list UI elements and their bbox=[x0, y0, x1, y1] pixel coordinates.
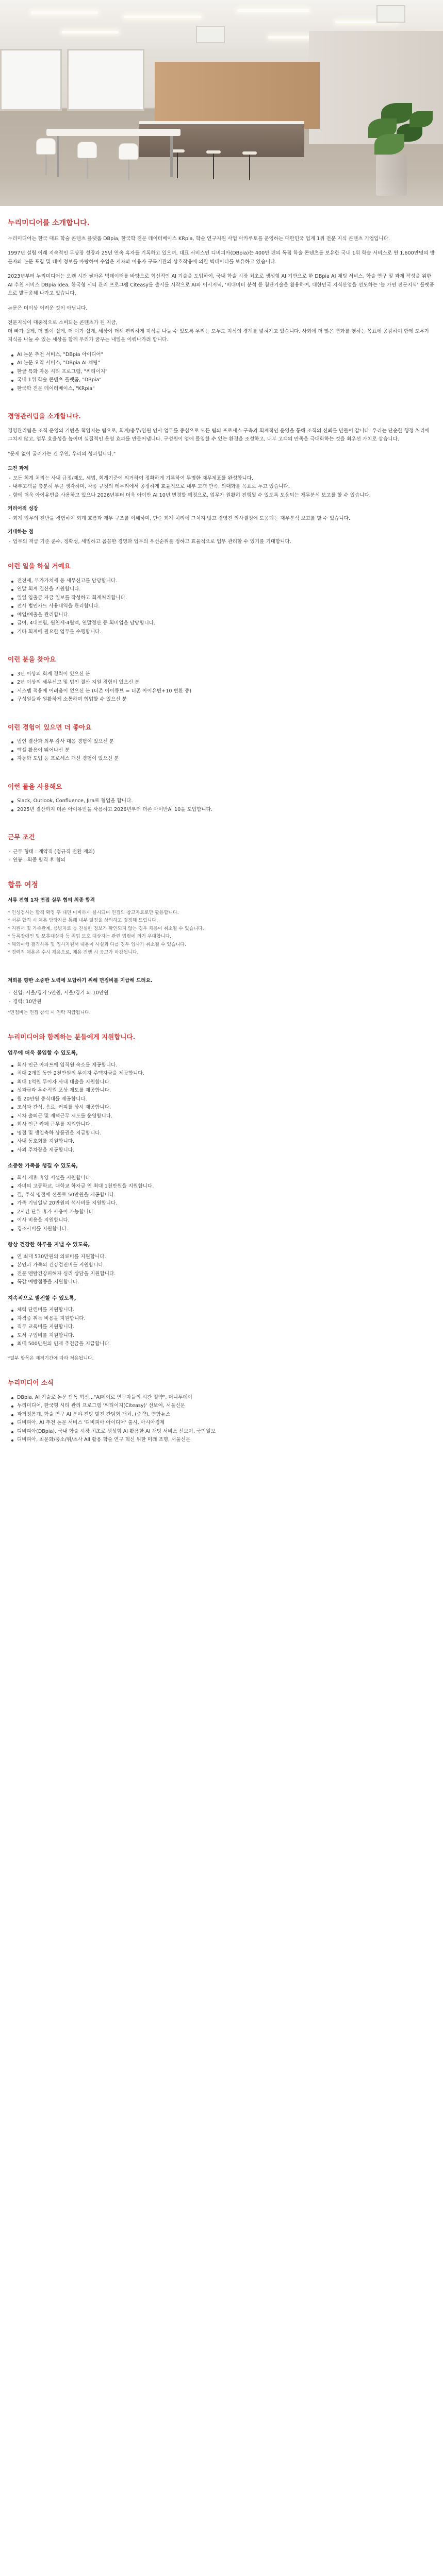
floor bbox=[0, 175, 443, 206]
wood-wall bbox=[155, 62, 320, 129]
list-item: 최대 2개월 동안 2천만원의 무이자 주택자금을 제공합니다. bbox=[8, 1070, 435, 1078]
interview-fee-list bbox=[8, 989, 435, 1006]
list-item: 독감 예방접종을 지원합니다. bbox=[8, 1278, 435, 1287]
benefit-group-title: 소중한 가족을 챙길 수 있도록, bbox=[8, 1163, 78, 1170]
benefits-footnote: *일부 항목은 재직기간에 따라 적용됩니다. bbox=[8, 1355, 94, 1361]
list-item: 직무 교육비를 지원합니다. bbox=[8, 1323, 435, 1332]
intro-paragraph: 전문지식이 대중적으로 소비되는 콘텐츠가 된 지금, 더 빠가 쉽게, 더 많이 쉽게, 더 이가 쉽게, 세상이 더해 편리하게 지식을 나눌 수 있도록 우리는 모두도 지식의 경계를 넓혀가고 있습니다. 사회에 더 많은 변화를 행하는 목표에 공감하여 함께 도우가 지식을 나눌 수 있는 세상을 함께 우리가 꿈꾸는 내일을 이뤄나가려 합니다. bbox=[8, 320, 430, 343]
preferred-title: 이런 경험이 있으면 더 좋아요 bbox=[8, 723, 92, 731]
interview-fee-note: *면접비는 면접 참석 시 연락 지급됩니다. bbox=[8, 1010, 91, 1015]
list-item: 시차 출퇴근 및 재택근무 제도를 운영합니다. bbox=[8, 1112, 435, 1121]
intro-paragraph: 1997년 설립 이래 지속적인 무상장 성장과 25년 연속 흑자를 기록하고 있으며, 대표 서비스인 디비피아(DBpia)는 400만 편의 독점 학술 콘텐츠를 보유한 국내 1위 학술 서비스로 연 1,600만명의 방문자와 논문 포함 및 데이 정보를 바탕하여 수업은 저자와 이용자 구독기관의 상호작용에 의한 빅데이터를 보유하고 있습니다. bbox=[8, 250, 435, 265]
list-item: 한국학 전문 데이터베이스, "KRpia" bbox=[8, 385, 435, 394]
process-title: 합류 여정 bbox=[8, 880, 38, 889]
list-item: * 해외여행 결격사유 및 입사지원서 내용이 사실과 다를 경우 입사가 취소될 수 있습니다. bbox=[8, 942, 186, 947]
list-item: 국내 1위 학술 콘텐츠 플랫폼, "DBpia" bbox=[8, 376, 435, 385]
list-item: 급여, 4대보험, 원천세·4월액, 연말정산 등 회비업을 담당합니다. bbox=[8, 619, 435, 628]
list-item: - 경력: 10만원 bbox=[8, 998, 435, 1007]
plant-leaf bbox=[409, 111, 433, 127]
list-item: - 내부고객을 충분히 무균 생각하며, 각종 규정의 테두리에서 공정하게 효율적으로 내부 고객 만족, 의대화를 목표로 두고 있습니다. bbox=[8, 483, 435, 492]
process-notes bbox=[8, 909, 435, 957]
list-item: 2시간 단위 휴가 사용이 가능합니다. bbox=[8, 1208, 435, 1217]
table-leg bbox=[57, 136, 59, 177]
ceiling-light bbox=[237, 9, 309, 12]
ceiling-light bbox=[31, 11, 98, 14]
process-steps: 서류 전형 1차 면접 실무 협의 최종 합격 bbox=[8, 897, 95, 904]
benefit-group-list bbox=[8, 1174, 435, 1234]
list-item: 조식과 간식, 음료, 커피를 상시 제공합니다. bbox=[8, 1104, 435, 1112]
list-item: * 인성검사는 합격 확정 후 대면 미비하게 실시되며 면접의 참고자료로만 활용합니다. bbox=[8, 910, 179, 916]
list-item: 2025년 결산까지 더존 아이유빈을 사용하고 2026년부터 더존 아이반AI 10을 도입합니다. bbox=[8, 806, 435, 815]
conditions-section bbox=[8, 820, 435, 865]
list-item: * 경력직 채용은 수시 채용으로, 채용 진행 시 공고가 마감됩니다. bbox=[8, 950, 139, 956]
news-item[interactable]: 디비피아, 최문화/중소/위/츠사 All 활용 학술 연구 혁신 위한 미래 조명, 서울신문 bbox=[8, 1436, 435, 1445]
duties-list bbox=[8, 577, 435, 637]
news-item[interactable]: 디비피아(DBpia), 국내 학술 시장 최초로 생성형 AI 활용한 AI 채팅 서비스 선보여, 국민일보 bbox=[8, 1428, 435, 1436]
tools-section bbox=[8, 770, 435, 815]
list-item: 전문 멘탈건강피해자 심리 상담을 지원합니다. bbox=[8, 1270, 435, 1279]
list-item: 사외 주차장을 제공합니다. bbox=[8, 1146, 435, 1155]
list-item: 전사 법인카드 사용내역을 관리합니다. bbox=[8, 602, 435, 611]
requirements-section bbox=[8, 642, 435, 704]
list-item: 전전세, 부가가치세 등 세무신고를 담당합니다. bbox=[8, 577, 435, 586]
list-item: 연 최대 530만원의 의료비를 지원합니다. bbox=[8, 1253, 435, 1262]
list-item: 연말 회계 결산을 지원합니다. bbox=[8, 585, 435, 594]
news-title: 누리미디어 소식 bbox=[8, 1379, 54, 1387]
list-item: 회사 제휴 휴양 시설을 지원합니다. bbox=[8, 1174, 435, 1183]
team-intro-title: 경영관리팀을 소개합니다. bbox=[8, 412, 81, 420]
list-item: 자격증 취득 비용을 지원합니다. bbox=[8, 1315, 435, 1324]
intro-paragraph: 논문은 더이상 어려운 것이 아닙니다. bbox=[8, 305, 88, 311]
intro-paragraph: 2023년부터 누리미디어는 오랜 시간 쌓아온 빅데이터를 바탕으로 혁신적인 AI 기술을 도입하여, 국내 학술 시장 최초로 생성형 AI 기반으로 한 DBpia AI 채팅 서비스, 학술 연구 및 과제 작성을 위한 AI 추천 서비스 DBpia idea, 한국형 시티 관리 프로그램 Citeasy를 출시를 시작으로 AI와 어시저녁, '비대미터 분석 등 첨단기술을 활용하여, 대한민국 지식산업을 선도하는 '늘 가면 전문지식' 플랫폼으로 발돋움해 나가고 있습니다. bbox=[8, 274, 434, 297]
chair bbox=[77, 142, 97, 158]
list-item: 한글 특화 자동 시티 프로그램, "씨티이지" bbox=[8, 368, 435, 377]
ceiling-vent bbox=[196, 26, 225, 43]
tools-title: 이런 툴을 사용해요 bbox=[8, 782, 62, 790]
bar-stool-leg bbox=[177, 152, 178, 178]
list-item: 월 20만원 중식대를 제공합니다. bbox=[8, 1095, 435, 1104]
career-growth-title: 커리어적 성장 bbox=[8, 506, 38, 512]
list-item: 이사 비용을 지원합니다. bbox=[8, 1216, 435, 1225]
window bbox=[0, 49, 62, 111]
window bbox=[67, 49, 144, 111]
ceiling-vent bbox=[376, 5, 405, 23]
chair bbox=[119, 143, 138, 160]
company-intro-title: 누리미디어를 소개합니다. bbox=[8, 219, 90, 227]
expectation-list bbox=[8, 538, 435, 547]
list-item: * 등록장애인 및 보훈대상자 등 취업 보호 대상자는 관련 법령에 의거 우대합니다. bbox=[8, 934, 172, 940]
list-item: 회사 인근 카페 근무를 지원합니다. bbox=[8, 1121, 435, 1129]
benefit-group-title: 업무에 더욱 몰입할 수 있도록, bbox=[8, 1050, 78, 1056]
chair-leg bbox=[45, 155, 47, 175]
job-posting-content bbox=[0, 206, 443, 1465]
list-item: 가족 기념일날 20만원의 석사비를 지원합니다. bbox=[8, 1199, 435, 1208]
list-item: 3년 이상의 회계 경력이 있으신 분 bbox=[8, 670, 435, 679]
requirements-list bbox=[8, 670, 435, 704]
news-item[interactable]: DBpia, AI 기술로 논문 탐독 혁신..."AI페이로 연구자들의 시간 절약", 머니투데이 bbox=[8, 1394, 435, 1402]
service-list bbox=[8, 351, 435, 394]
table-leg bbox=[170, 136, 173, 177]
preferred-list bbox=[8, 738, 435, 764]
list-item: 법인 결산과 외부 감사 대응 경험이 있으신 분 bbox=[8, 738, 435, 747]
list-item: 일일 입출금 자금 일보를 작성하고 회계처리합니다. bbox=[8, 594, 435, 603]
preferred-section bbox=[8, 710, 435, 764]
expectation-title: 기대하는 점 bbox=[8, 529, 34, 535]
requirements-title: 이런 분을 찾아요 bbox=[8, 655, 56, 664]
list-item: 구성원들과 원활하게 소통하며 협업할 수 있으신 분 bbox=[8, 696, 435, 704]
list-item: 자동화 도입 등 프로세스 개선 경험이 있으신 분 bbox=[8, 755, 435, 764]
chair bbox=[36, 138, 56, 155]
duties-section bbox=[8, 549, 435, 636]
benefit-group-title: 지속적으로 발전할 수 있도록, bbox=[8, 1295, 76, 1301]
benefit-group-list bbox=[8, 1306, 435, 1349]
list-item: 본인과 가족의 건강검진비를 지원합니다. bbox=[8, 1261, 435, 1270]
list-item: 성과급과 우수직원 포상 제도를 제공합니다. bbox=[8, 1087, 435, 1095]
list-item: - 근무 형태 : 계약직 (정규직 전환 제외) bbox=[8, 848, 435, 857]
news-list bbox=[8, 1394, 435, 1445]
news-section bbox=[8, 1363, 435, 1445]
list-item: 2년 이상의 세무신고 및 법인 결산 지원 경험이 있으신 분 bbox=[8, 679, 435, 687]
list-item: 경조사비를 지원합니다. bbox=[8, 1225, 435, 1234]
plant-leaf bbox=[374, 134, 404, 155]
interview-fee-title: 저희를 향한 소중한 노력에 보답하기 위해 면접비를 지급해 드려요. bbox=[8, 977, 153, 984]
list-item: 회사 인근 아파트에 임직원 숙소를 제공합니다. bbox=[8, 1061, 435, 1070]
list-item: 사내 동호회를 지원합니다. bbox=[8, 1138, 435, 1146]
news-item[interactable]: 디비피아, AI 추천 논문 서비스 '디비피아 아이디어' 출시, 아시아경제 bbox=[8, 1419, 435, 1428]
list-item: - 업무의 저급 기준 준수, 정확성, 세밀하고 꼼꼼한 경영과 업무의 우선순위를 정하고 효율적으로 업무 관리할 수 있기를 기대합니다. bbox=[8, 538, 435, 547]
list-item: 기타 회계에 필요한 업무를 수행합니다. bbox=[8, 628, 435, 637]
conditions-title: 근무 조건 bbox=[8, 833, 35, 841]
list-item: 최대 500만원의 인재 추천금을 지급합니다. bbox=[8, 1340, 435, 1349]
benefits-title: 누리미디어와 함께하는 분들에게 지원합니다. bbox=[8, 1033, 136, 1041]
lounge-table bbox=[46, 129, 181, 136]
list-item: 시스템 적응에 어려움이 없으신 분 (더존 아이큐브 = 더존 아이유빈+10 변환 중) bbox=[8, 687, 435, 696]
duties-title: 이런 일을 하실 거예요 bbox=[8, 562, 71, 570]
list-item: * 서류 합격 시 채용 담당자를 통해 내부 일정을 상의하고 결정해 드립니다. bbox=[8, 918, 158, 924]
list-item: - 연봉 : 회중 합격 후 협의 bbox=[8, 856, 435, 865]
intro-paragraph: 누리미디어는 한국 대표 학술 콘텐츠 플랫폼 DBpia, 한국학 전문 데이터베이스 KRpia, 학술 연구지원 사업 아카루토를 운영하는 대한민국 업계 1위 전문 지식 콘텐츠 기업입니다. bbox=[8, 235, 390, 242]
benefits-section bbox=[8, 1017, 435, 1363]
bar-counter bbox=[139, 121, 304, 157]
benefit-group-list bbox=[8, 1253, 435, 1287]
list-item: 최대 1억원 무이자 사내 대출을 지원합니다. bbox=[8, 1078, 435, 1087]
conditions-list bbox=[8, 848, 435, 865]
process-section bbox=[8, 868, 435, 1018]
team-intro-section bbox=[8, 399, 435, 546]
list-item: - 향에 더욱 아이유빈을 사용하고 있으나 2026년부터 더욱 아이반 AI 10년 변경할 예정으로, 업무가 원활히 진행될 수 있도록 도움되는 재무분석 보고를 할 수 있습니다. bbox=[8, 492, 435, 500]
challenge-list bbox=[8, 474, 435, 500]
list-item: 도서 구입비를 지원합니다. bbox=[8, 1332, 435, 1341]
list-item: Slack, Outlook, Confluence, Jira로 협업을 합니다. bbox=[8, 797, 435, 806]
list-item: 결, 주식 명절에 선물로 50만원을 제공합니다. bbox=[8, 1191, 435, 1200]
list-item: - 신입: 서울/경기 5만원, 서울/경기 외 10만원 bbox=[8, 989, 435, 998]
ceiling-light bbox=[62, 31, 119, 33]
list-item: - 모든 회계 처리는 사내 규정/제도, 세법, 회계기준에 의거하여 정확하게 기록하여 투명한 재무제표를 완성합니다. bbox=[8, 474, 435, 483]
news-item[interactable]: 누리미디어, 한국형 시티 관리 프로그램 '씨티이지(Citeasy)' 선보여, 서울신문 bbox=[8, 1402, 435, 1411]
ceiling-light bbox=[124, 15, 201, 18]
company-intro-section bbox=[8, 206, 435, 393]
list-item: AI 논문 요약 서비스, "DBpia AI 채팅" bbox=[8, 359, 435, 368]
list-item: 예입/예출을 관리합니다. bbox=[8, 611, 435, 620]
list-item: 엑셀 활용이 뛰어나신 분 bbox=[8, 747, 435, 755]
list-item: AI 논문 추천 서비스, "DBpia 아이디어" bbox=[8, 351, 435, 360]
team-quote: "문제 없이 굴러가는 건 우연, 우리의 성과입니다." bbox=[8, 451, 116, 457]
team-paragraph: 경영관리팀은 조직 운영의 기반을 책임지는 팀으로, 회계/총무/임원 인사 업무를 중심으로 모든 팀의 프로세스 구축과 회계적인 운영을 통해 조직의 신뢰를 만들어 갑니다. 우리는 단순한 행정 처리에 그치지 않고, 업무 효율성을 높이며 실질적인 운영 효과를 만들어냅니다. 구성원이 업에 몰입할 수 있는 환경을 조성하고, 내부 고객의 만족을 극대화하는 것을 최우선 가치로 삼습니다. bbox=[8, 428, 430, 443]
hero-office-photo bbox=[0, 0, 443, 206]
benefit-group-list bbox=[8, 1061, 435, 1155]
list-item: 체력 단련비를 지원합니다. bbox=[8, 1306, 435, 1315]
list-item: 자녀의 고등학교, 대학교 학자금 연 최대 1천만원을 지원합니다. bbox=[8, 1182, 435, 1191]
list-item: 명절 및 생일축하 상품권을 지급합니다. bbox=[8, 1129, 435, 1138]
tools-list bbox=[8, 797, 435, 814]
news-item[interactable]: 과거정통계, 학술 연구 AI 분야 전망 발전 간담회 개최, (중략), 연합뉴스 bbox=[8, 1411, 435, 1419]
career-growth-list bbox=[8, 515, 435, 523]
challenge-title: 도전 과제 bbox=[8, 466, 29, 472]
benefit-group-title: 항상 건강한 하루를 지낼 수 있도록, bbox=[8, 1242, 90, 1248]
list-item: * 지원서 및 가족관계, 증빙자료 등 진실한 정보가 확인되지 않는 경우 채용이 취소될 수 있습니다. bbox=[8, 926, 204, 931]
list-item: - 회계 업무의 전반을 경험하여 회계 흐름과 재무 구조를 이해하며, 단순 회계 처리에 그치지 않고 경영진 의사결정에 도움되는 재무분석 보고를 할 수 있습니다. bbox=[8, 515, 435, 523]
